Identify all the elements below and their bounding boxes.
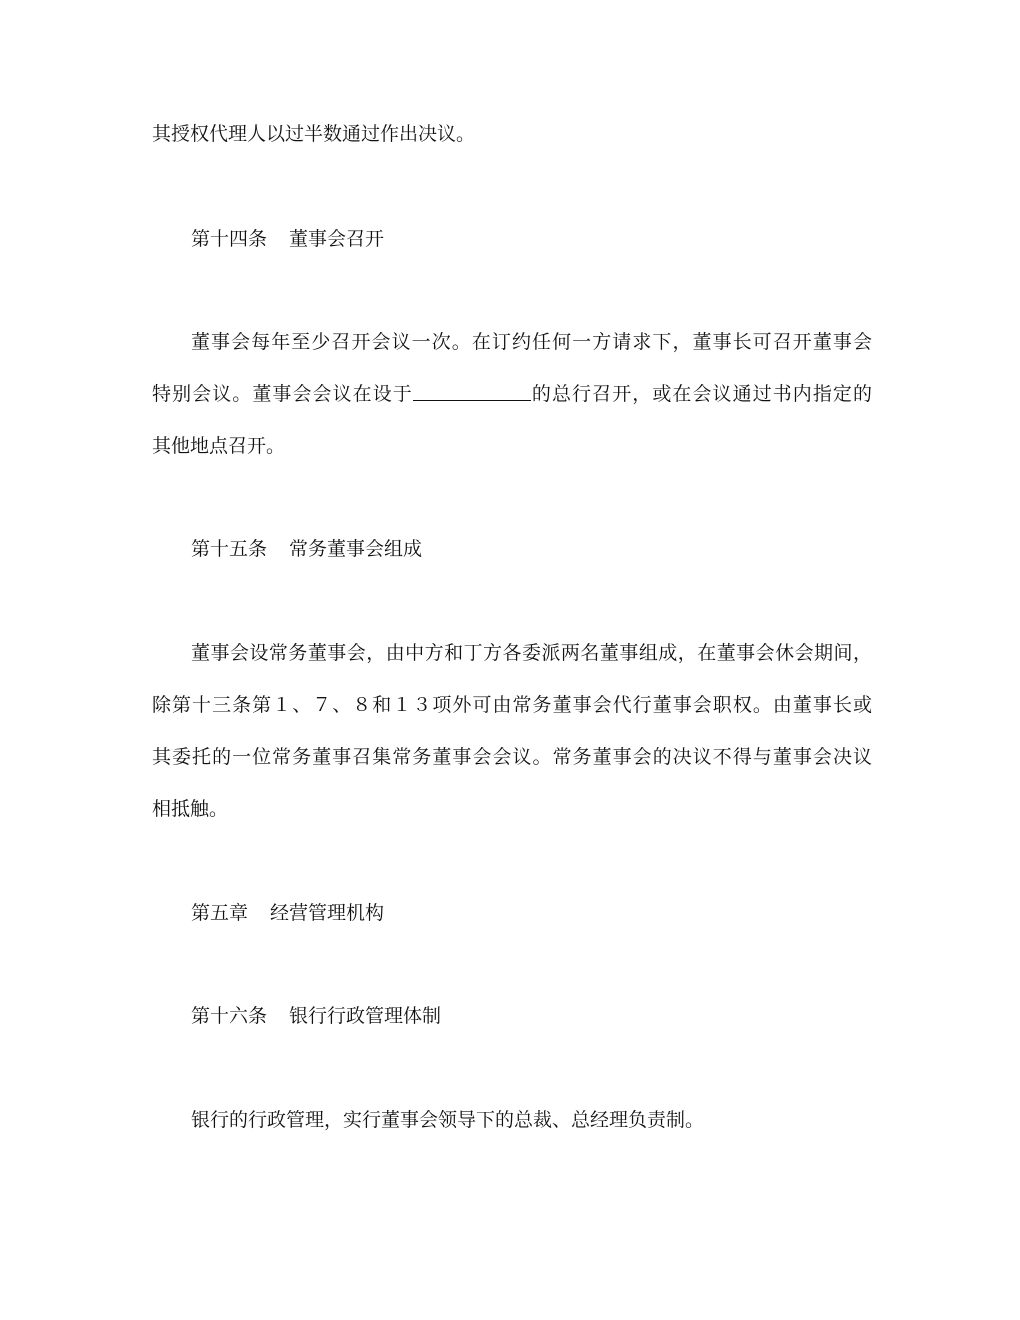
text: 的总行召开，或在会议通过书内指定的 bbox=[530, 383, 872, 405]
chapter-number: 第五章 bbox=[191, 902, 249, 924]
article-title: 常务董事会组成 bbox=[289, 538, 423, 560]
text: 其委托的一位常务董事召集常务董事会会议。常务董事会的决议不得与董事会决议 bbox=[152, 746, 872, 768]
text: 除第十三条第１、７、８和１３项外可由常务董事会代行董事会职权。由董事长或 bbox=[152, 694, 872, 716]
article-title: 董事会召开 bbox=[289, 228, 385, 250]
article-title: 银行行政管理体制 bbox=[289, 1005, 442, 1027]
paragraph-line bbox=[152, 121, 872, 147]
text: 银行的行政管理，实行董事会领导下的总裁、总经理负责制。 bbox=[191, 1109, 705, 1131]
article-heading-14 bbox=[191, 226, 872, 252]
paragraph-line bbox=[191, 329, 872, 355]
text: 董事会每年至少召开会议一次。在订约任何一方请求下，董事长可召开董事会 bbox=[191, 331, 872, 353]
text: 特别会议。董事会会议在设于 bbox=[152, 383, 413, 405]
paragraph-line bbox=[191, 1107, 872, 1133]
fill-in-blank bbox=[413, 382, 531, 401]
paragraph-line bbox=[152, 744, 872, 770]
article-number: 第十五条 bbox=[191, 538, 268, 560]
paragraph-line bbox=[152, 692, 872, 718]
article-heading-15 bbox=[191, 536, 872, 562]
article-heading-16 bbox=[191, 1003, 872, 1029]
paragraph-line bbox=[152, 381, 872, 407]
article-number: 第十四条 bbox=[191, 228, 268, 250]
text: 相抵触。 bbox=[152, 798, 229, 820]
article-number: 第十六条 bbox=[191, 1005, 268, 1027]
paragraph-line bbox=[191, 640, 872, 666]
paragraph-line bbox=[152, 796, 872, 822]
paragraph-line bbox=[152, 433, 872, 459]
chapter-heading-5 bbox=[191, 900, 872, 926]
text: 其授权代理人以过半数通过作出决议。 bbox=[152, 123, 476, 145]
text: 其他地点召开。 bbox=[152, 435, 286, 457]
chapter-title: 经营管理机构 bbox=[270, 902, 385, 924]
text: 董事会设常务董事会，由中方和丁方各委派两名董事组成，在董事会休会期间， bbox=[191, 642, 872, 664]
